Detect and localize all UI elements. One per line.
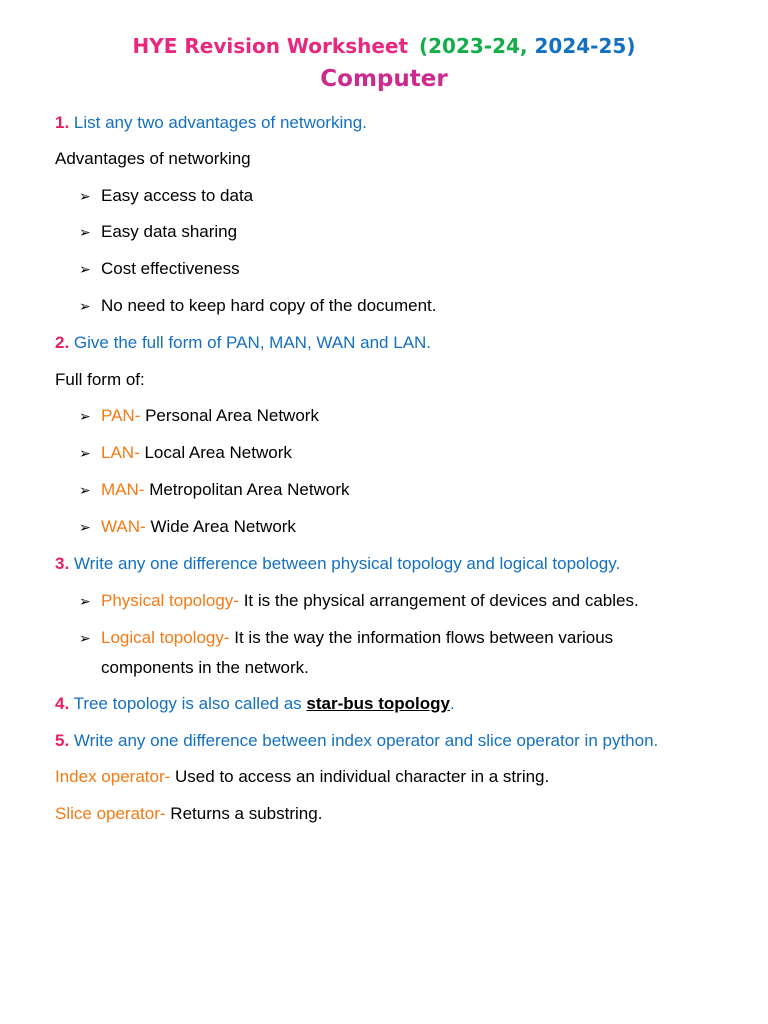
title-year-1: 2023-24, [428,34,528,58]
term: MAN- [101,480,145,499]
question-1 [55,112,367,134]
list-item [79,516,296,539]
definition: Personal Area Network [145,406,319,425]
question-4 [55,693,455,715]
term: Slice operator- [55,804,166,823]
question-3 [55,553,620,575]
question-text: Give the full form of PAN, MAN, WAN and LAN. [73,333,432,352]
question-number: 5. [55,731,70,750]
term: LAN- [101,443,140,462]
arrow-bullet-icon: ➢ [79,594,91,610]
answer-line [55,766,549,788]
list-item [79,590,639,613]
definition: Metropolitan Area Network [149,480,350,499]
question-5 [55,730,658,752]
arrow-bullet-icon: ➢ [79,299,91,315]
arrow-bullet-icon: ➢ [79,483,91,499]
arrow-bullet-icon: ➢ [79,631,91,647]
term: WAN- [101,517,146,536]
list-item [79,442,292,465]
term: PAN- [101,406,141,425]
list-item [79,185,253,208]
term: Physical topology- [101,591,239,610]
title-year-2: 2024-25) [534,34,636,58]
worksheet-title [0,33,768,59]
definition: It is the way the information flows between various [234,628,614,647]
question-text: Write any one difference between index operator and slice operator in python. [73,731,659,750]
arrow-bullet-icon: ➢ [79,520,91,536]
term: Index operator- [55,767,171,786]
term: Logical topology- [101,628,230,647]
list-item-text: Cost effectiveness [101,259,240,278]
arrow-bullet-icon: ➢ [79,189,91,205]
question-number: 2. [55,333,70,352]
list-item-text: Easy access to data [101,186,254,205]
question-number: 3. [55,554,70,573]
list-item [79,627,613,650]
question-number: 4. [55,694,70,713]
definition: Local Area Network [144,443,292,462]
question-text: Tree topology is also called as [73,694,302,713]
definition: Returns a substring. [170,804,323,823]
definition: Used to access an individual character in a string. [175,767,550,786]
arrow-bullet-icon: ➢ [79,225,91,241]
answer-intro: Full form of: [55,370,145,389]
list-item-text: Easy data sharing [101,222,238,241]
question-text: Write any one difference between physical topology and logical topology. [73,554,621,573]
subject-title: Computer [320,66,448,92]
list-item-text: No need to keep hard copy of the document. [101,296,437,315]
definition: It is the physical arrangement of devices and cables. [243,591,639,610]
title-text: HYE Revision Worksheet [132,34,409,58]
arrow-bullet-icon: ➢ [79,446,91,462]
answer-intro: Advantages of networking [55,149,251,168]
list-item [79,479,350,502]
question-number: 1. [55,113,70,132]
question-2 [55,332,431,354]
arrow-bullet-icon: ➢ [79,409,91,425]
list-item [79,221,237,244]
definition-continuation: components in the network. [101,658,309,677]
list-item [79,295,437,318]
list-item [79,258,240,281]
title-open-paren: ( [419,34,429,58]
list-item [79,405,319,428]
question-period: . [449,694,455,713]
question-text: List any two advantages of networking. [73,113,367,132]
arrow-bullet-icon: ➢ [79,262,91,278]
answer-highlight: star-bus topology [306,694,450,713]
definition: Wide Area Network [150,517,296,536]
answer-line [55,803,322,825]
